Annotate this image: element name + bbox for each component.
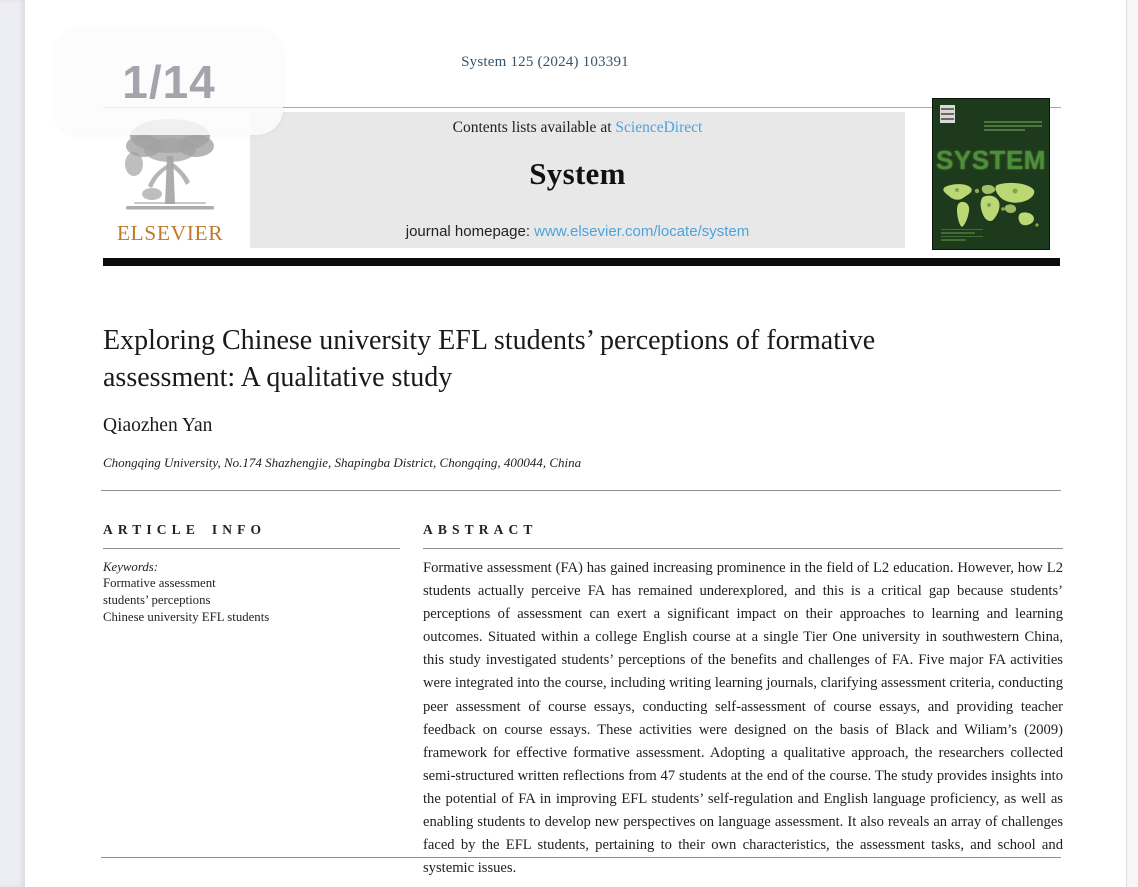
abstract-rule	[423, 548, 1063, 549]
article-info-heading: ARTICLE INFO	[103, 522, 267, 537]
homepage-line	[250, 223, 905, 240]
cover-editor-lines	[941, 227, 983, 243]
abstract-text: Formative assessment (FA) has gained increasing prominence in the field of L2 education. However, how L2 students actually perceive FA has remained underexplored, and this is a critical gap because students’ perceptions of assessment can exert a significant impact on their approaches to learning and learning outcomes. Situated within a college English course at a single Tier One university in southwestern China, this study investigated students’ perceptions of the benefits and challenges of FA. Five major FA activities were integrated into the course, including writing learning journals, clarifying assessment criteria, conducting peer assessment of course essays, conducting self-assessment of course essays, and providing teacher feedback on course essays. These activities were designed on the basis of Black and Wiliam’s (2009) framework for effective formative assessment. Adopting a qualitative approach, the researchers collected semi-structured written reflections from 47 students at the end of the course. The study provides insights into the potential of FA in improving EFL students’ self-regulation and English language proficiency, as well as enabling students to develop new perspectives on language assessment. It also reveals an array of challenges faced by the EFL students, pertaining to their own characteristics, the assessment tasks, and school and systemic issues.	[423, 560, 1063, 877]
journal-name: System	[529, 156, 626, 191]
cover-world-map	[937, 181, 1045, 233]
elsevier-wordmark: ELSEVIER	[116, 221, 224, 245]
article-affiliation: Chongqing University, No.174 Shazhengjie, Shapingba District, Chongqing, 400044, China	[103, 455, 582, 470]
journal-citation: System 125 (2024) 103391	[461, 54, 629, 70]
cover-subtitle-lines	[984, 119, 1042, 133]
keyword-item: Chinese university EFL students	[103, 610, 270, 624]
article-author: Qiaozhen Yan	[103, 415, 213, 436]
article-info-rule	[103, 548, 400, 549]
cover-title: SYSTEM	[936, 145, 1046, 175]
journal-cover-thumbnail[interactable]	[932, 98, 1050, 250]
abstract-heading: ABSTRACT	[423, 522, 538, 537]
article-title: Exploring Chinese university EFL students’ perceptions of formative assessment: A qualitative study	[103, 325, 876, 393]
viewer-left-gutter	[0, 0, 25, 887]
contents-prefix-text: Contents lists available at	[452, 119, 616, 136]
sciencedirect-link[interactable]: ScienceDirect	[615, 119, 703, 136]
article-info-column	[103, 522, 400, 626]
journal-header-banner	[250, 112, 905, 248]
viewer-right-gutter	[1125, 0, 1138, 887]
page-indicator-label: 1/14	[122, 55, 216, 108]
cover-publisher-mark-icon	[940, 105, 955, 123]
info-section-bottom-rule	[101, 857, 1061, 858]
contents-line	[250, 119, 905, 137]
keywords-label: Keywords:	[103, 560, 158, 574]
abstract-column	[423, 522, 1063, 880]
keyword-item: Formative assessment	[103, 576, 216, 590]
page-indicator-overlay	[55, 28, 283, 135]
info-section-top-rule	[101, 490, 1061, 491]
header-divider-bar	[103, 258, 1060, 266]
keyword-item: students’ perceptions	[103, 593, 211, 607]
journal-homepage-link[interactable]: www.elsevier.com/locate/system	[534, 223, 750, 240]
homepage-prefix-text: journal homepage:	[405, 223, 535, 240]
